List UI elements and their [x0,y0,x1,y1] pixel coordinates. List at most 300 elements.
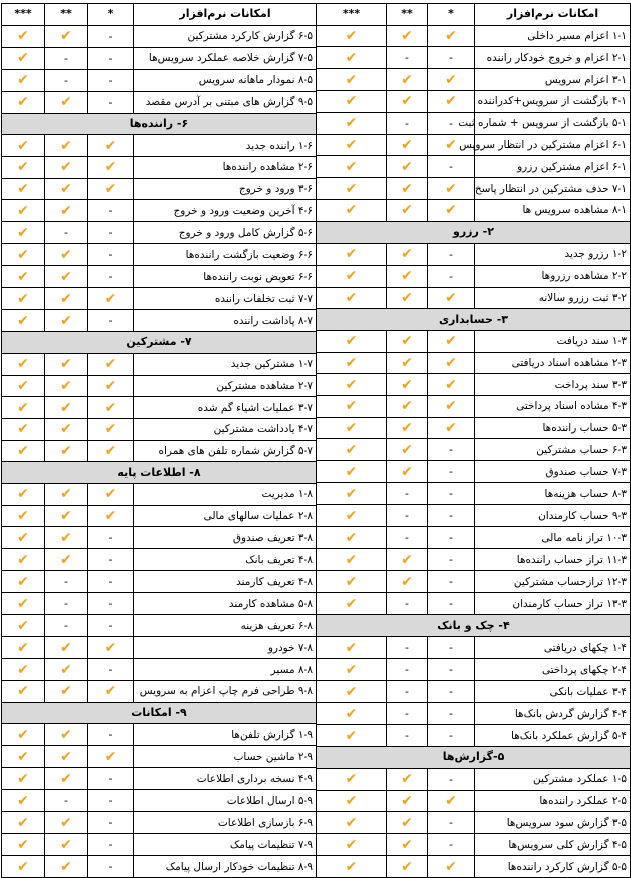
checkmark-icon: ✔ [104,421,117,438]
table-row [317,571,631,593]
availability-cell [387,681,428,703]
availability-cell [317,593,387,615]
availability-cell [387,834,428,856]
availability-cell [45,724,88,746]
checkmark-icon: ✔ [401,180,413,197]
feature-label: ۶-۹ بازسازی اطلاعات [134,812,317,834]
checkmark-icon: ✔ [345,793,358,810]
checkmark-icon: ✔ [17,72,29,89]
feature-label: ۳-۲ ثبت رزرو سالانه [475,287,631,309]
dash-mark: - [108,575,113,589]
dash-mark: - [64,226,68,240]
section-title: ۲- رزرو [317,221,631,243]
table-header [2,4,317,26]
availability-cell [428,287,475,309]
availability-cell [2,615,45,637]
availability-cell [387,395,428,417]
table-row [2,790,317,812]
checkmark-icon: ✔ [345,333,358,350]
availability-cell [428,593,475,615]
section-title: ۴- چک و بانک [317,615,631,637]
availability-cell [88,25,134,47]
feature-label: ۳-۵ گزارش سود سرویس‌ها [475,812,631,834]
availability-cell [317,243,387,265]
table-row [2,768,317,790]
availability-cell [428,25,475,47]
dash-mark: - [108,663,113,676]
checkmark-icon: ✔ [345,463,358,480]
checkmark-icon: ✔ [17,377,29,394]
table-row [2,593,317,615]
checkmark-icon: ✔ [445,376,457,393]
table-row [2,397,317,419]
availability-cell [45,222,88,244]
availability-cell [88,375,134,397]
table-row [2,375,317,397]
table-row [317,790,631,812]
feature-label: ۴-۳ مشاده اسناد پرداختی [475,395,631,417]
availability-cell [88,593,134,615]
dash-mark: - [405,663,409,676]
feature-label: ۳-۷ عملیات اشیاء گم شده [134,397,317,419]
availability-cell [317,69,387,91]
checkmark-icon: ✔ [445,419,457,436]
availability-cell [428,768,475,790]
checkmark-icon: ✔ [345,441,358,458]
availability-cell [428,91,475,113]
section-row [2,462,317,484]
checkmark-icon: ✔ [60,529,72,546]
table-row [2,527,317,549]
checkmark-icon: ✔ [401,463,413,480]
availability-cell [387,25,428,47]
dash-mark: - [108,29,113,43]
feature-label: ۳-۶ ورود و خروج [134,178,317,200]
feature-label: ۸-۹ تنظیمات خودکار ارسال پیامک [134,856,317,878]
checkmark-icon: ✔ [104,159,117,176]
table-row [317,439,631,461]
checkmark-icon: ✔ [17,246,29,263]
section-row [2,113,317,135]
table-row [317,134,631,156]
checkmark-icon: ✔ [345,28,358,45]
table-row [2,440,317,462]
table-row [2,288,317,310]
availability-cell [387,505,428,527]
feature-label: ۱۰-۳ تراز نامه مالی [475,527,631,549]
table-row [317,461,631,483]
availability-cell [387,352,428,374]
availability-cell [45,353,88,375]
checkmark-icon: ✔ [345,268,358,284]
availability-cell [88,440,134,462]
features-table-right [316,3,631,878]
dash-mark: - [64,619,68,633]
checkmark-icon: ✔ [17,595,29,612]
table-row [317,395,631,417]
table-row [317,703,631,725]
feature-label: ۱-۶ راننده جدید [134,135,317,157]
feature-label: ۲-۹ ماشین حساب [134,746,317,768]
feature-label: ۳-۴ عملیات بانکی [475,681,631,703]
dash-mark: - [108,270,113,284]
dash-mark: - [108,531,113,545]
table-row [2,746,317,768]
dash-mark: - [64,73,68,87]
checkmark-icon: ✔ [345,727,358,744]
checkmark-icon: ✔ [60,814,72,831]
dash-mark: - [405,729,409,742]
feature-label: ۲-۳ مشاهده اسناد دریافتی [475,352,631,374]
checkmark-icon: ✔ [401,551,413,568]
checkmark-icon: ✔ [345,858,358,875]
checkmark-icon: ✔ [345,398,358,415]
table-row [317,834,631,856]
header-standard: ** [387,4,428,26]
feature-label: ۵-۶ گزارش کامل ورود و خروج [134,222,317,244]
availability-cell [45,615,88,637]
table-row [317,178,631,200]
availability-cell [88,505,134,527]
availability-cell [2,200,45,222]
availability-cell [317,25,387,47]
table-row [317,91,631,113]
availability-cell [2,812,45,834]
feature-label: ۸-۱ مشاهده سرویس ها [475,200,631,222]
checkmark-icon: ✔ [345,115,358,132]
feature-label: ۷-۱ حذف مشترکین در انتظار پاسخ [475,178,631,200]
availability-cell [428,483,475,505]
table-row [2,856,317,878]
availability-cell [317,725,387,747]
checkmark-icon: ✔ [104,507,117,524]
checkmark-icon: ✔ [345,354,358,371]
availability-cell [2,834,45,856]
availability-cell [2,157,45,179]
checkmark-icon: ✔ [60,246,72,263]
checkmark-icon: ✔ [401,419,413,436]
dash-mark: - [108,794,113,808]
availability-cell [2,178,45,200]
dash-mark: - [405,597,409,611]
checkmark-icon: ✔ [445,202,457,219]
availability-cell [317,156,387,178]
dash-mark: - [449,597,453,611]
availability-cell [45,157,88,179]
table-row [2,505,317,527]
availability-cell [45,856,88,878]
checkmark-icon: ✔ [401,836,413,853]
availability-cell [45,571,88,593]
checkmark-icon: ✔ [17,748,29,765]
checkmark-icon: ✔ [60,290,72,307]
checkmark-icon: ✔ [445,354,457,371]
checkmark-icon: ✔ [60,748,72,765]
checkmark-icon: ✔ [401,158,413,175]
table-row [2,244,317,266]
checkmark-icon: ✔ [17,421,29,438]
availability-cell [45,266,88,288]
table-row [2,659,317,681]
checkmark-icon: ✔ [60,639,72,656]
availability-cell [428,47,475,69]
availability-cell [88,659,134,681]
feature-label: ۲-۵ عملکرد راننده‌ها [475,790,631,812]
availability-cell [45,178,88,200]
feature-label: ۲-۴ چکهای پرداختی [475,659,631,681]
features-table-left [1,3,317,878]
table-row [317,856,631,878]
checkmark-icon: ✔ [60,202,72,219]
dash-mark: - [405,641,409,654]
checkmark-icon: ✔ [104,486,117,503]
feature-label: ۲-۶ مشاهده راننده‌ها [134,157,317,179]
availability-cell [2,483,45,505]
feature-label: ۴-۷ یادداشت مشترکین [134,418,317,440]
feature-label: ۷-۹ تنظیمات پیامک [134,834,317,856]
availability-cell [45,768,88,790]
checkmark-icon: ✔ [345,683,358,700]
table-row [317,287,631,309]
header-basic: * [428,4,475,26]
availability-cell [88,418,134,440]
checkmark-icon: ✔ [401,573,413,590]
availability-cell [428,637,475,659]
checkmark-icon: ✔ [345,705,358,722]
checkmark-icon: ✔ [17,94,29,111]
availability-cell [387,812,428,834]
table-row [2,266,317,288]
availability-cell [428,374,475,396]
feature-label: ۳-۱ اعزام سرویس [475,69,631,91]
dash-mark: - [405,487,409,501]
checkmark-icon: ✔ [104,356,117,373]
table-row [317,330,631,352]
dash-mark: - [449,663,453,676]
checkmark-icon: ✔ [345,814,358,831]
table-row [317,243,631,265]
checkmark-icon: ✔ [445,71,457,88]
checkmark-icon: ✔ [17,486,29,503]
feature-label: ۵-۱ بازگشت از سرویس + شماره ثبت [475,112,631,134]
dash-mark: - [449,575,453,589]
section-title: ۶- راننده‌ها [2,113,317,135]
availability-cell [45,440,88,462]
availability-cell [317,200,387,222]
availability-cell [45,200,88,222]
availability-cell [387,549,428,571]
availability-cell [317,790,387,812]
table-row [2,681,317,703]
availability-cell [45,25,88,47]
availability-cell [88,856,134,878]
dash-mark: - [405,531,409,545]
checkmark-icon: ✔ [345,529,358,546]
checkmark-icon: ✔ [401,333,413,350]
availability-cell [45,549,88,571]
availability-cell [2,135,45,157]
availability-cell [2,418,45,440]
dash-mark: - [449,816,453,830]
checkmark-icon: ✔ [401,793,413,810]
checkmark-icon: ✔ [60,356,72,373]
checkmark-icon: ✔ [401,137,413,154]
table-row [317,483,631,505]
availability-cell [317,91,387,113]
table-row [317,527,631,549]
availability-cell [387,200,428,222]
availability-cell [2,222,45,244]
availability-cell [317,112,387,134]
dash-mark: - [64,597,68,611]
dash-mark: - [64,51,68,65]
dash-mark: - [405,707,409,720]
checkmark-icon: ✔ [60,159,72,176]
dash-mark: - [449,531,453,545]
checkmark-icon: ✔ [445,289,457,306]
availability-cell [45,659,88,681]
availability-cell [387,725,428,747]
checkmark-icon: ✔ [401,246,413,262]
header-advanced: *** [317,4,387,26]
availability-cell [428,265,475,287]
checkmark-icon: ✔ [60,312,72,329]
checkmark-icon: ✔ [401,814,413,831]
checkmark-icon: ✔ [345,507,358,524]
section-row [317,747,631,769]
section-row [317,221,631,243]
dash-mark: - [108,226,113,240]
availability-cell [317,461,387,483]
checkmark-icon: ✔ [17,290,29,307]
dash-mark: - [449,641,453,654]
checkmark-icon: ✔ [445,858,457,875]
availability-cell [387,439,428,461]
availability-cell [317,637,387,659]
availability-cell [88,527,134,549]
table-row [2,157,317,179]
feature-label: ۱-۷ مشترکین جدید [134,353,317,375]
availability-cell [2,571,45,593]
feature-label: ۵-۴ گزارش عملکرد بانک‌ها [475,725,631,747]
dash-mark: - [449,116,453,130]
availability-cell [2,637,45,659]
section-row [317,615,631,637]
checkmark-icon: ✔ [17,573,29,590]
dash-mark: - [64,575,68,589]
checkmark-icon: ✔ [17,551,29,568]
availability-cell [317,549,387,571]
availability-cell [2,397,45,419]
availability-cell [88,768,134,790]
availability-cell [317,681,387,703]
availability-cell [2,527,45,549]
checkmark-icon: ✔ [345,202,358,219]
checkmark-icon: ✔ [445,398,457,415]
availability-cell [317,417,387,439]
availability-cell [88,178,134,200]
availability-cell [2,681,45,703]
availability-cell [428,69,475,91]
checkmark-icon: ✔ [104,377,117,394]
dash-mark: - [108,51,113,65]
checkmark-icon: ✔ [345,836,358,853]
feature-label: ۱۳-۳ تراز حساب کارمندان [475,593,631,615]
availability-cell [45,69,88,91]
availability-cell [88,746,134,768]
availability-cell [317,287,387,309]
checkmark-icon: ✔ [104,748,117,765]
feature-label: ۲-۷ مشاهده مشترکین [134,375,317,397]
availability-cell [2,856,45,878]
checkmark-icon: ✔ [445,333,457,350]
feature-label: ۷-۸ خودرو [134,637,317,659]
availability-cell [2,505,45,527]
dash-mark: - [108,73,113,87]
availability-cell [2,353,45,375]
availability-cell [387,156,428,178]
feature-label: ۷-۳ حساب صندوق [475,461,631,483]
checkmark-icon: ✔ [17,399,29,416]
availability-cell [387,91,428,113]
feature-label: ۵-۹ ارسال اطلاعات [134,790,317,812]
availability-cell [88,681,134,703]
checkmark-icon: ✔ [17,181,29,198]
dash-mark: - [108,204,113,218]
table-row [317,637,631,659]
table-row [317,200,631,222]
checkmark-icon: ✔ [17,50,29,67]
checkmark-icon: ✔ [401,202,413,219]
availability-cell [45,812,88,834]
section-row [317,309,631,331]
table-row [317,156,631,178]
table-row [2,135,317,157]
checkmark-icon: ✔ [17,137,29,154]
checkmark-icon: ✔ [17,159,29,176]
availability-cell [428,812,475,834]
checkmark-icon: ✔ [60,181,72,198]
availability-cell [387,134,428,156]
availability-cell [428,330,475,352]
dash-mark: - [405,116,409,130]
availability-cell [45,397,88,419]
table-row [2,353,317,375]
table-row [317,725,631,747]
checkmark-icon: ✔ [60,836,72,853]
feature-label: ۹-۵ گزارش های مبتنی بر آدرس مقصد [134,91,317,113]
checkmark-icon: ✔ [445,28,457,45]
availability-cell [387,659,428,681]
section-title: ۳- حسابداری [317,309,631,331]
dash-mark: - [405,51,409,65]
table-row [2,222,317,244]
checkmark-icon: ✔ [17,617,29,634]
feature-label: ۱-۱ اعزام مسیر داخلی [475,25,631,47]
checkmark-icon: ✔ [60,399,72,416]
dash-mark: - [108,772,113,786]
checkmark-icon: ✔ [17,661,29,678]
checkmark-icon: ✔ [60,770,72,787]
dash-mark: - [449,509,453,523]
dash-mark: - [405,509,409,523]
availability-cell [387,703,428,725]
availability-cell [2,244,45,266]
availability-cell [88,266,134,288]
availability-cell [428,200,475,222]
availability-cell [317,571,387,593]
checkmark-icon: ✔ [345,289,358,306]
